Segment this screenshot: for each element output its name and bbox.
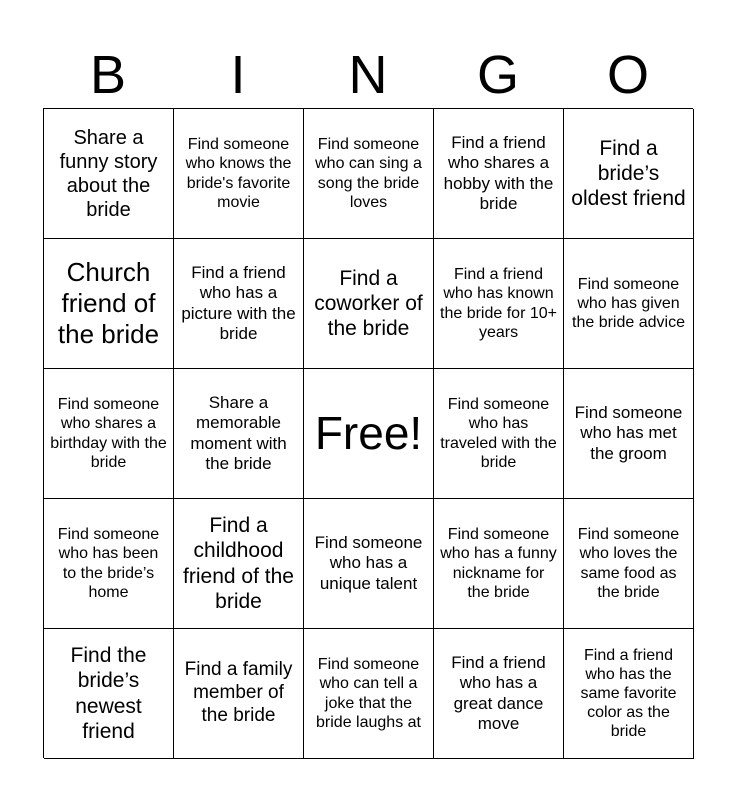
bingo-cell[interactable]: Find someone who has a funny nickname for the bride: [434, 499, 564, 629]
header-letter-g: G: [476, 45, 519, 105]
bingo-header: [43, 42, 693, 108]
bingo-cell[interactable]: Find the bride’s newest friend: [44, 629, 174, 759]
header-letter-n: N: [348, 45, 388, 105]
bingo-cell[interactable]: Find someone who has met the groom: [564, 369, 694, 499]
header-letter-i: I: [230, 45, 246, 105]
bingo-cell[interactable]: Find someone who can tell a joke that the bride laughs at: [304, 629, 434, 759]
bingo-cell[interactable]: Find a childhood friend of the bride: [174, 499, 304, 629]
bingo-cell[interactable]: Find a coworker of the bride: [304, 239, 434, 369]
bingo-cell[interactable]: Find someone who knows the bride's favorite movie: [174, 109, 304, 239]
bingo-cell[interactable]: Church friend of the bride: [44, 239, 174, 369]
bingo-cell[interactable]: Find a friend who has the same favorite color as the bride: [564, 629, 694, 759]
bingo-cell[interactable]: Find a friend who has a great dance move: [434, 629, 564, 759]
bingo-cell[interactable]: Find a bride’s oldest friend: [564, 109, 694, 239]
bingo-cell[interactable]: Find a family member of the bride: [174, 629, 304, 759]
bingo-cell[interactable]: Find someone who has a unique talent: [304, 499, 434, 629]
bingo-cell[interactable]: Find a friend who has a picture with the bride: [174, 239, 304, 369]
bingo-cell[interactable]: Find a friend who shares a hobby with the bride: [434, 109, 564, 239]
bingo-cell[interactable]: Find someone who loves the same food as the bride: [564, 499, 694, 629]
bingo-cell[interactable]: Find a friend who has known the bride for 10+ years: [434, 239, 564, 369]
bingo-cell[interactable]: Find someone who can sing a song the bride loves: [304, 109, 434, 239]
header-letter-b: B: [89, 45, 127, 105]
header-letter-o: O: [606, 45, 649, 105]
bingo-cell[interactable]: Find someone who has been to the bride’s home: [44, 499, 174, 629]
bingo-cell[interactable]: Find someone who has traveled with the bride: [434, 369, 564, 499]
bingo-cell[interactable]: Share a funny story about the bride: [44, 109, 174, 239]
bingo-cell[interactable]: Find someone who shares a birthday with the bride: [44, 369, 174, 499]
bingo-cell[interactable]: Share a memorable moment with the bride: [174, 369, 304, 499]
free-space[interactable]: Free!: [304, 369, 434, 499]
bingo-cell[interactable]: Find someone who has given the bride advice: [564, 239, 694, 369]
bingo-card: [43, 108, 693, 758]
